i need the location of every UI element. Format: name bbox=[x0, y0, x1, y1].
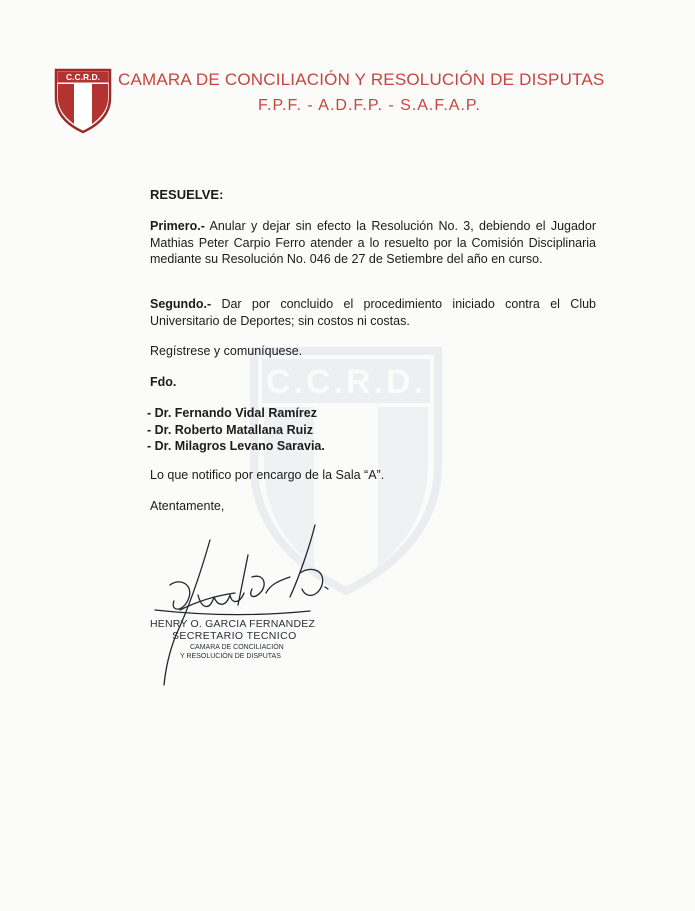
stamp-role: SECRETARIO TECNICO bbox=[172, 630, 297, 642]
watermark-text: C.C.R.D. bbox=[266, 363, 426, 401]
signatory-name: - Dr. Fernando Vidal Ramírez bbox=[147, 406, 317, 420]
notifico-text: Lo que notifico por encargo de la Sala “A”. bbox=[150, 468, 385, 482]
signatory-name: - Dr. Roberto Matallana Ruiz bbox=[147, 422, 313, 437]
stamp-org-line2: Y RESOLUCIÓN DE DISPUTAS bbox=[180, 653, 281, 660]
stamp-name: HENRY O. GARCIA FERNANDEZ bbox=[150, 618, 316, 630]
atentamente-text: Atentamente, bbox=[150, 499, 225, 513]
logo-text: C.C.R.D. bbox=[66, 72, 100, 82]
segundo-label: Segundo.- bbox=[150, 297, 212, 311]
header-title: CAMARA DE CONCILIACIÓN Y RESOLUCIÓN DE DISPUTAS bbox=[118, 70, 605, 89]
ccrd-logo-icon bbox=[54, 68, 112, 134]
stamp-org-line1: CAMARA DE CONCILIACIÓN bbox=[190, 644, 284, 651]
resuelve-heading: RESUELVE: bbox=[150, 187, 224, 202]
primero-text: Anular y dejar sin efecto la Resolución No. 3, debiendo el Jugador Mathias Peter Carpio Ferro atender a lo resuelto por la Comisión Disciplinaria mediante su Resolución No. 046 de 27 de Setiembre del año en curso. bbox=[150, 219, 596, 266]
header-subtitle: F.P.F. - A.D.F.P. - S.A.F.A.P. bbox=[258, 97, 481, 114]
paragraph-primero bbox=[150, 218, 596, 268]
registrese-text: Regístrese y comuníquese. bbox=[150, 344, 303, 358]
fdo-label: Fdo. bbox=[150, 375, 177, 389]
paragraph-segundo bbox=[150, 296, 596, 329]
segundo-text: Dar por concluido el procedimiento iniciado contra el Club Universitario de Deportes; sin costos ni costas. bbox=[150, 297, 596, 328]
handwritten-signature-icon bbox=[140, 515, 340, 695]
signatories-list bbox=[147, 405, 593, 455]
primero-label: Primero.- bbox=[150, 219, 205, 233]
signatory-name: - Dr. Milagros Levano Saravia. bbox=[147, 439, 325, 453]
